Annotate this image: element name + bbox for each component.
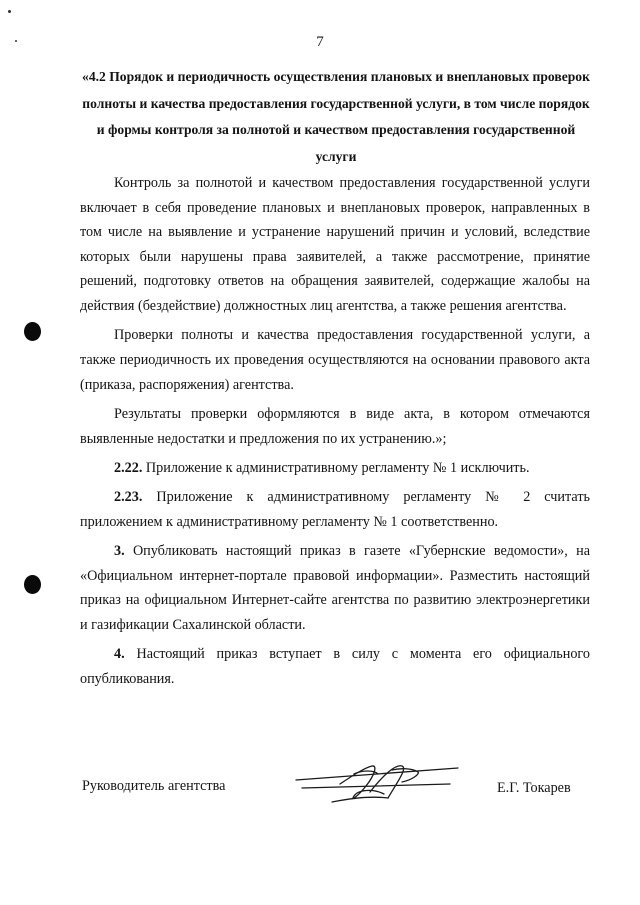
page-number: 7	[316, 34, 324, 50]
paragraph	[80, 642, 590, 691]
paragraph	[80, 456, 590, 481]
paragraph-text: Контроль за полнотой и качеством предоставления государственной услуги включает в себя проведение плановых и внеплановых проверок, направленных в том числе на выявление и устранение нарушений причин и условий, вследствие которых были нарушены права заявителей, а также рассмотрение, принятие решений, подготовку ответов на обращения заявителей, содержащие жалобы на действия (бездействие) должностных лиц агентства, а также решения агентства.	[80, 175, 590, 314]
paragraph-number: 2.23.	[114, 489, 143, 506]
section-heading: «4.2 Порядок и периодичность осуществления плановых и внеплановых проверок полноты и качества предоставления государственной услуги, в том числе порядок и формы контроля за полнотой и качеством предоставления государственной услуги	[82, 69, 590, 164]
paragraph	[80, 402, 590, 451]
paragraph-text: Приложение к административному регламенту № 1 исключить.	[142, 459, 530, 476]
paragraph	[80, 485, 590, 534]
signatory-name: Е.Г. Токарев	[497, 780, 571, 796]
punch-hole	[24, 322, 41, 341]
scan-speck	[8, 10, 11, 13]
paragraph-number: 4.	[114, 646, 125, 663]
paragraph-text: Проверки полноты и качества предоставления государственной услуги, а также периодичность их проведения осуществляются на основании правового акта (приказа, распоряжения) агентства.	[80, 327, 590, 393]
paragraph-number: 3.	[114, 543, 125, 560]
paragraph-number: 2.22.	[114, 459, 143, 476]
signatory-title: Руководитель агентства	[82, 778, 226, 794]
paragraph	[80, 171, 590, 319]
paragraph	[80, 539, 590, 637]
punch-hole	[24, 575, 41, 594]
paragraph	[80, 323, 590, 397]
paragraph-text: Настоящий приказ вступает в силу с момента его официального опубликования.	[80, 646, 590, 688]
paragraph-text: Опубликовать настоящий приказ в газете «Губернские ведомости», на «Официальном интернет-портале правовой информации». Разместить настоящий приказ на официальном Интернет-сайте агентства по развитию электроэнергетики и газификации Сахалинской области.	[80, 543, 590, 634]
body-text	[80, 171, 590, 696]
paragraph-text: Результаты проверки оформляются в виде акта, в котором отмечаются выявленные недостатки и предложения по их устранению.»;	[80, 405, 590, 447]
handwritten-signature	[292, 754, 462, 826]
paragraph-text: Приложение к административному регламенту № 2 считать приложением к административному регламенту № 1 соответственно.	[80, 489, 590, 530]
